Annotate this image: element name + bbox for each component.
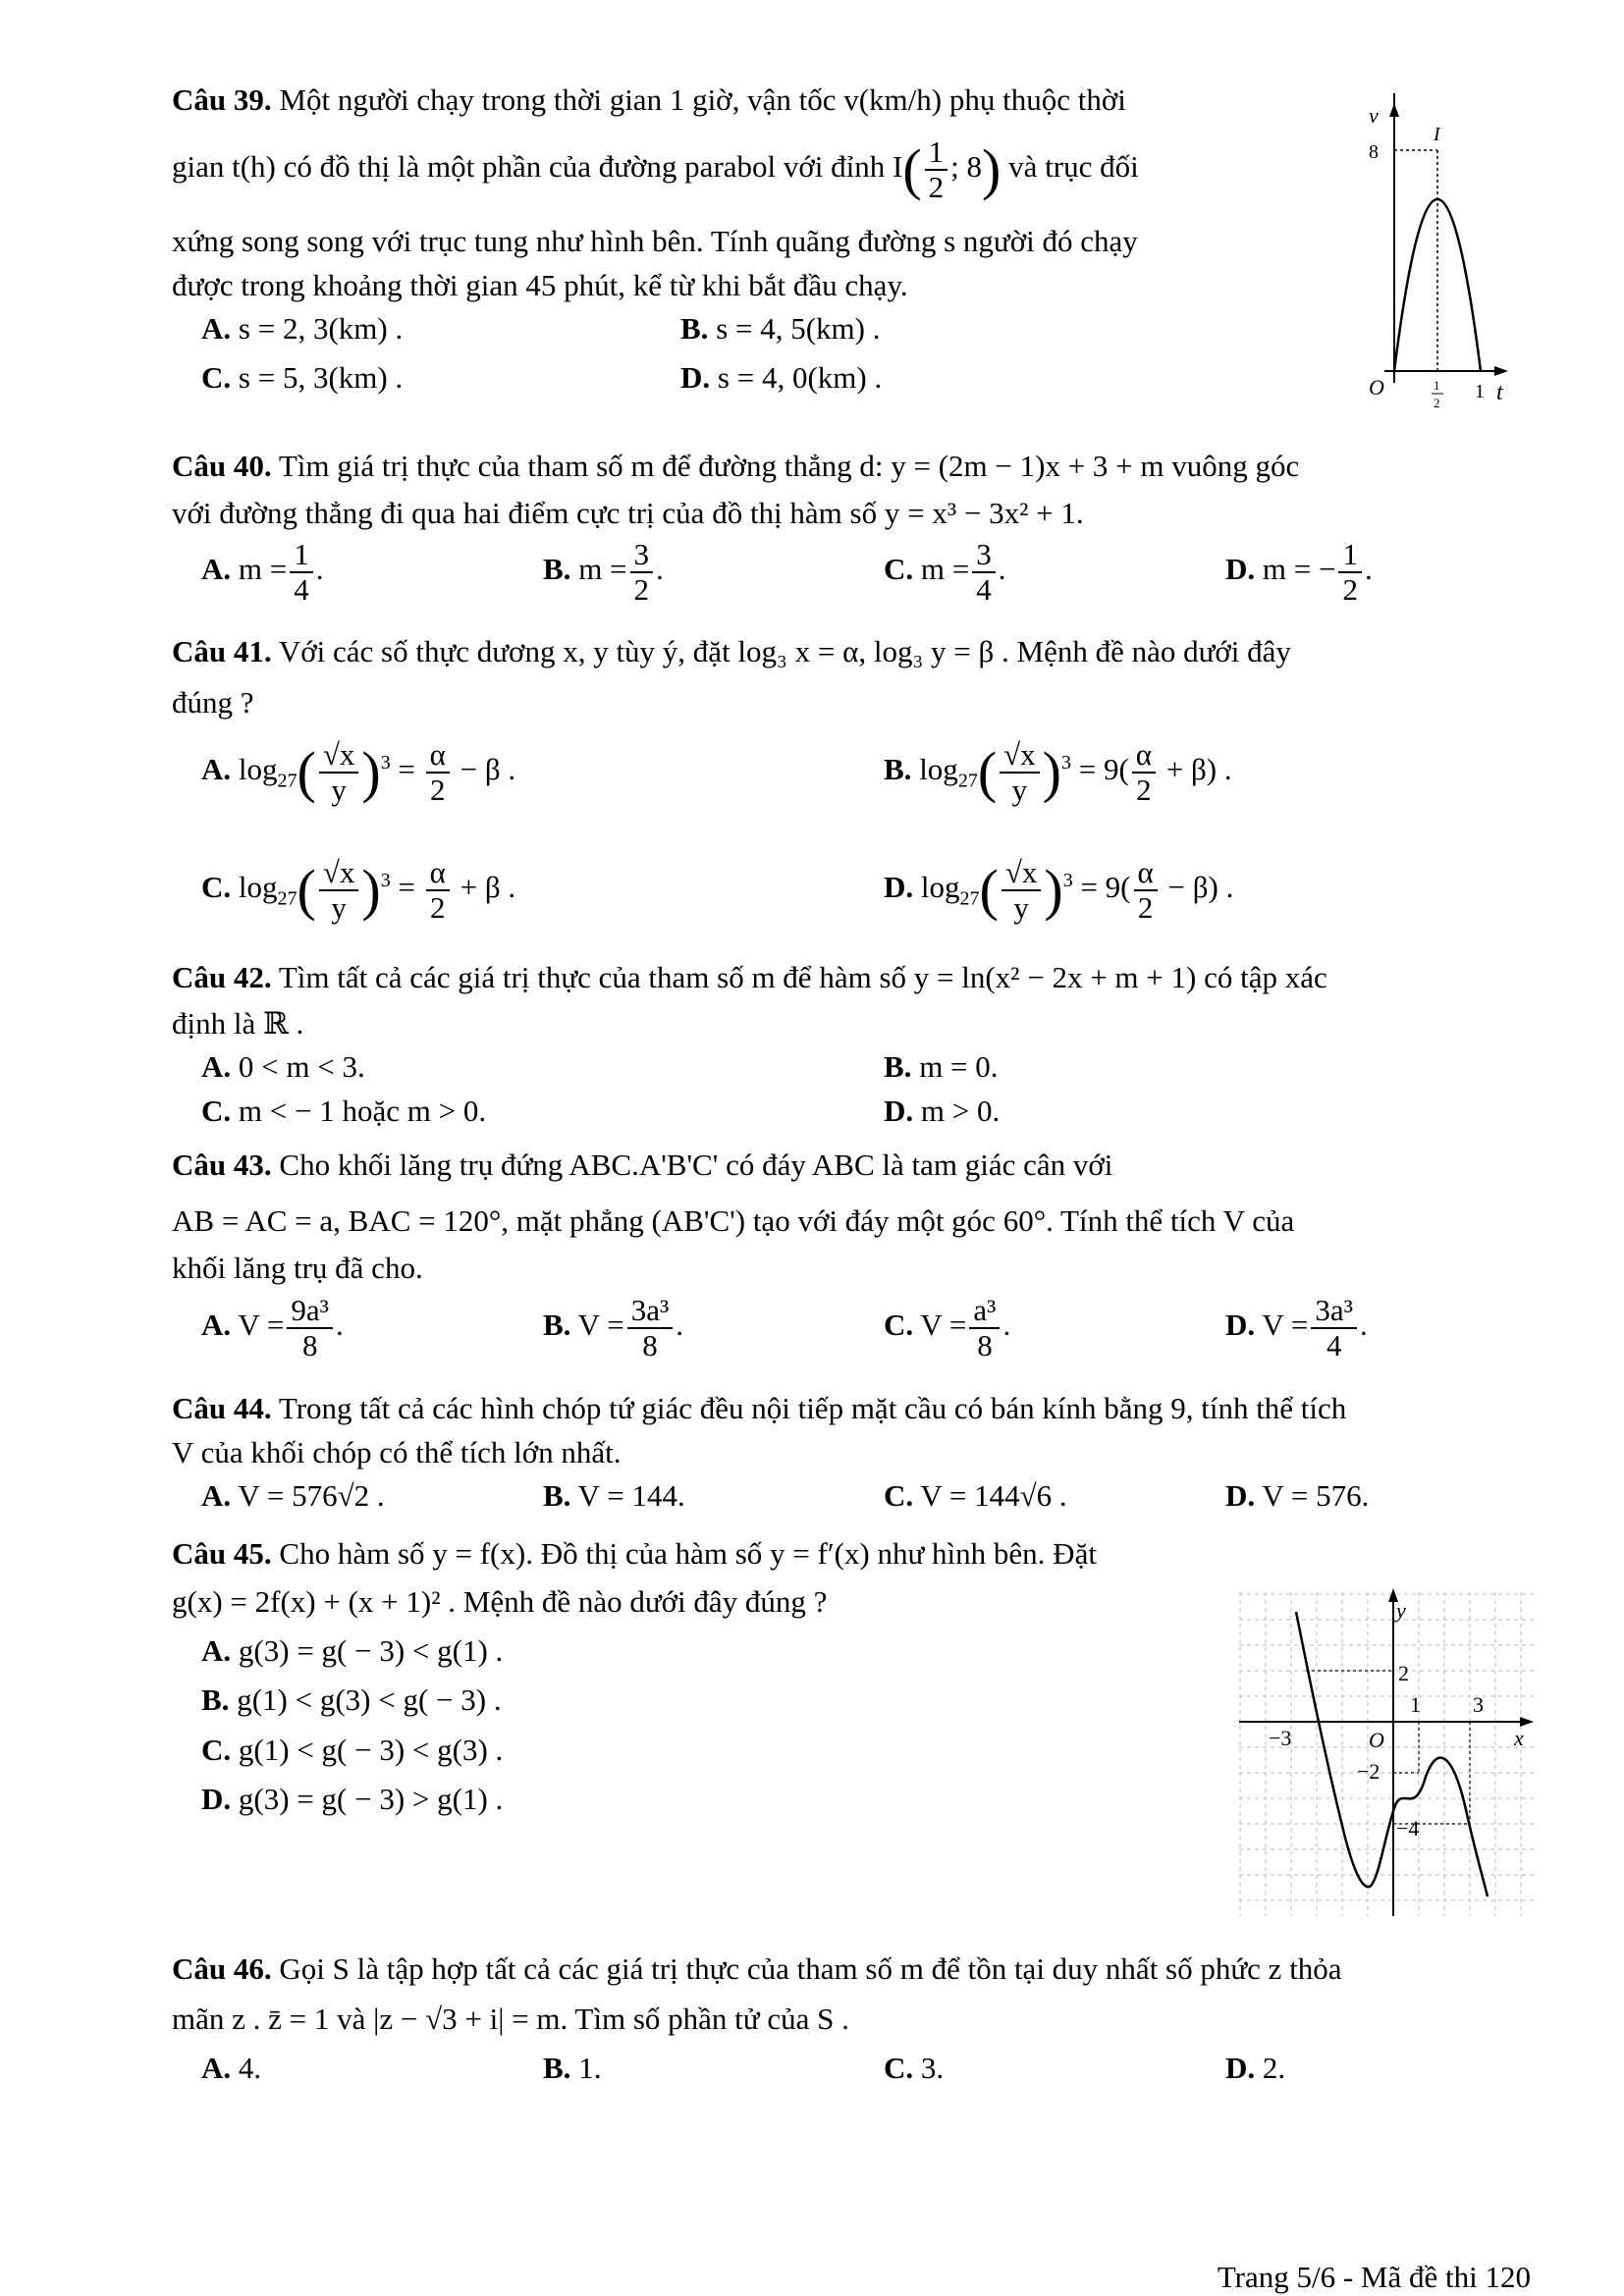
q45-derivative-graph — [1239, 1582, 1543, 1926]
q42-option-a[interactable]: A. 0 < m < 3. — [201, 1049, 365, 1084]
q45-tick-1: 1 — [1410, 1692, 1421, 1717]
q45-line1 — [172, 1536, 1097, 1572]
q43-option-a[interactable]: A. V = $\frac{\text{9a³}}{8}$ . — [201, 1293, 344, 1363]
q39-origin: O — [1369, 375, 1384, 400]
q46-line1 — [172, 1951, 1342, 1987]
q39-peak-label: I — [1434, 124, 1440, 145]
q39-tick-half-den: 2 — [1434, 396, 1440, 410]
q40-text1: Tìm giá trị thực của tham số m để đường thẳng d: y = (2m − 1)x + 3 + m vuông góc — [278, 449, 1300, 483]
q42-option-d[interactable]: D. m > 0. — [884, 1094, 1001, 1128]
q39-velocity-graph — [1355, 93, 1512, 417]
q39-label: Câu 39. — [172, 82, 272, 117]
q45-option-a[interactable]: A. g(3) = g( − 3) < g(1) . — [201, 1633, 504, 1668]
q40-label: Câu 40. — [172, 449, 272, 483]
q45-grid — [1239, 1592, 1534, 1916]
q41-option-c[interactable]: C. $\log_{27}$( $\frac{√x}{y}$ )$^3$ = $\frac{\alpha}{2}$ + β . — [201, 855, 516, 926]
q39-line4: được trong khoảng thời gian 45 phút, kể từ khi bắt đầu chạy. — [172, 268, 908, 302]
q44-label: Câu 44. — [172, 1391, 272, 1425]
q41-label: Câu 41. — [172, 634, 272, 668]
q42-line1 — [172, 960, 1327, 995]
q45-x-label: x — [1514, 1726, 1524, 1750]
q39-text2a: gian t(h) có đồ thị là một phần của đường parabol với đỉnh I — [172, 149, 903, 185]
q46-option-c[interactable]: C. 3. — [884, 2051, 945, 2085]
q43-option-c[interactable]: C. V = $\frac{\text{a³}}{8}$ . — [884, 1293, 1011, 1363]
q39-option-c[interactable]: C. s = 5, 3(km) . — [201, 360, 404, 395]
q40-option-a[interactable]: A. m = $\frac{1}{4}$ . — [201, 537, 324, 608]
q46-label: Câu 46. — [172, 1951, 272, 1986]
q44-option-a[interactable]: A. V = 576√2 . — [201, 1478, 385, 1513]
page-footer: Trang 5/6 - Mã đề thi 120 — [1217, 2260, 1531, 2294]
q46-option-a[interactable]: A. 4. — [201, 2051, 262, 2085]
q40-option-d[interactable]: D. m = − $\frac{1}{2}$ . — [1225, 537, 1373, 608]
q45-derivative-curve — [1296, 1612, 1488, 1896]
q43-line3: khối lăng trụ đã cho. — [172, 1251, 423, 1285]
q44-text1: Trong tất cả các hình chóp tứ giác đều nội tiếp mặt cầu có bán kính bằng 9, tính thể tích — [278, 1391, 1347, 1425]
q40-option-c[interactable]: C. m = $\frac{3}{4}$ . — [884, 537, 1006, 608]
q39-option-b[interactable]: B. s = 4, 5(km) . — [680, 311, 881, 346]
q45-option-b[interactable]: B. g(1) < g(3) < g( − 3) . — [201, 1682, 502, 1717]
q44-option-d[interactable]: D. V = 576. — [1225, 1478, 1370, 1513]
q43-text1: Cho khối lăng trụ đứng ABC.A'B'C' có đáy ABC là tam giác cân với — [279, 1148, 1113, 1182]
q46-option-d[interactable]: D. 2. — [1225, 2051, 1286, 2085]
q39-option-d[interactable]: D. s = 4, 0(km) . — [680, 360, 883, 395]
q46-text1: Gọi S là tập hợp tất cả các giá trị thực của tham số m để tồn tại duy nhất số phức z thỏa — [279, 1951, 1342, 1986]
q45-tick-3: 3 — [1473, 1692, 1484, 1717]
q45-y-label: y — [1396, 1598, 1406, 1623]
q44-option-b[interactable]: B. V = 144. — [543, 1478, 685, 1513]
q39-option-a[interactable]: A. s = 2, 3(km) . — [201, 311, 404, 346]
q45-line2: g(x) = 2f(x) + (x + 1)² . Mệnh đề nào dưới đây đúng ? — [172, 1584, 828, 1619]
q43-line1 — [172, 1148, 1112, 1183]
q39-tick-8: 8 — [1369, 141, 1379, 163]
q41-line1 — [172, 634, 1291, 669]
q44-line2: V của khối chóp có thể tích lớn nhất. — [172, 1435, 622, 1469]
q43-label: Câu 43. — [172, 1148, 272, 1182]
q39-v-label: v — [1369, 103, 1379, 128]
q39-t-arrow — [1494, 366, 1508, 376]
q44-line1 — [172, 1391, 1346, 1426]
q45-tick-m3: −3 — [1269, 1726, 1292, 1750]
q46-option-b[interactable]: B. 1. — [543, 2051, 602, 2085]
q39-t-label: t — [1496, 380, 1503, 405]
q42-option-c[interactable]: C. m < − 1 hoặc m > 0. — [201, 1094, 487, 1128]
q41-option-b[interactable]: B. $\log_{27}$( $\frac{√x}{y}$ )$^3$ = 9( $\frac{\alpha}{2}$ + β) . — [884, 737, 1232, 808]
q43-option-d[interactable]: D. V = $\frac{\text{3a³}}{4}$ . — [1225, 1293, 1368, 1363]
q45-text1: Cho hàm số y = f(x). Đồ thị của hàm số y = f′(x) như hình bên. Đặt — [279, 1536, 1097, 1571]
q45-option-c[interactable]: C. g(1) < g( − 3) < g(3) . — [201, 1733, 504, 1767]
q45-tick-m2: −2 — [1357, 1759, 1380, 1784]
q41-line2: đúng ? — [172, 685, 254, 720]
q45-tick-m4: −4 — [1396, 1816, 1420, 1841]
q40-option-b[interactable]: B. m = $\frac{3}{2}$ . — [543, 537, 664, 608]
q39-line1 — [172, 82, 1126, 118]
q42-text1: Tìm tất cả các giá trị thực của tham số m để hàm số y = ln(x² − 2x + m + 1) có tập xác — [278, 960, 1327, 994]
q44-option-c[interactable]: C. V = 144√6 . — [884, 1478, 1067, 1513]
q43-line2: AB = AC = a, BAC = 120°, mặt phẳng (AB'C') tạo với đáy một góc 60°. Tính thể tích V của — [172, 1203, 1295, 1238]
q45-label: Câu 45. — [172, 1536, 272, 1571]
q43-option-b[interactable]: B. V = $\frac{\text{3a³}}{8}$ . — [543, 1293, 684, 1363]
q46-line2: mãn z . z̄ = 1 và |z − √3 + i| = m. Tìm số phần tử của S . — [172, 2002, 849, 2036]
q39-line2: gian t(h) có đồ thị là một phần của đường parabol với đỉnh I( $\frac{1}{2}$ ; 8) và trục đối — [172, 134, 1139, 205]
q42-option-b[interactable]: B. m = 0. — [884, 1049, 999, 1084]
q39-vertex-frac: $\frac{1}{2}$ — [925, 135, 948, 204]
q41-option-d[interactable]: D. $\log_{27}$( $\frac{√x}{y}$ )$^3$ = 9( $\frac{\alpha}{2}$ − β) . — [884, 855, 1234, 926]
q39-line3: xứng song song với trục tung như hình bên. Tính quãng đường s người đó chạy — [172, 224, 1138, 258]
q39-v-arrow — [1389, 103, 1399, 117]
q39-text1: Một người chạy trong thời gian 1 giờ, vận tốc v(km/h) phụ thuộc thời — [279, 82, 1126, 117]
q45-tick-2: 2 — [1398, 1661, 1409, 1685]
q40-line1 — [172, 449, 1299, 484]
q45-option-d[interactable]: D. g(3) = g( − 3) > g(1) . — [201, 1782, 504, 1816]
q45-origin: O — [1369, 1728, 1384, 1752]
q39-text2b: và trục đối — [1008, 149, 1139, 185]
q41-text1: Với các số thực dương x, y tùy ý, đặt log₃ x = α, log₃ y = β . Mệnh đề nào dưới đây — [278, 634, 1291, 668]
q42-line2: định là ℝ . — [172, 1006, 304, 1041]
q39-tick-1: 1 — [1475, 381, 1485, 402]
q41-option-a[interactable]: A. $\log_{27}$( $\frac{√x}{y}$ )$^3$ = $\frac{\alpha}{2}$ − β . — [201, 737, 516, 808]
q40-line2: với đường thẳng đi qua hai điểm cực trị của đồ thị hàm số y = x³ − 3x² + 1. — [172, 496, 1084, 530]
q39-tick-half-num: 1 — [1434, 378, 1440, 393]
q42-label: Câu 42. — [172, 960, 272, 994]
q39-vertex-rest: ; 8 — [950, 149, 983, 185]
